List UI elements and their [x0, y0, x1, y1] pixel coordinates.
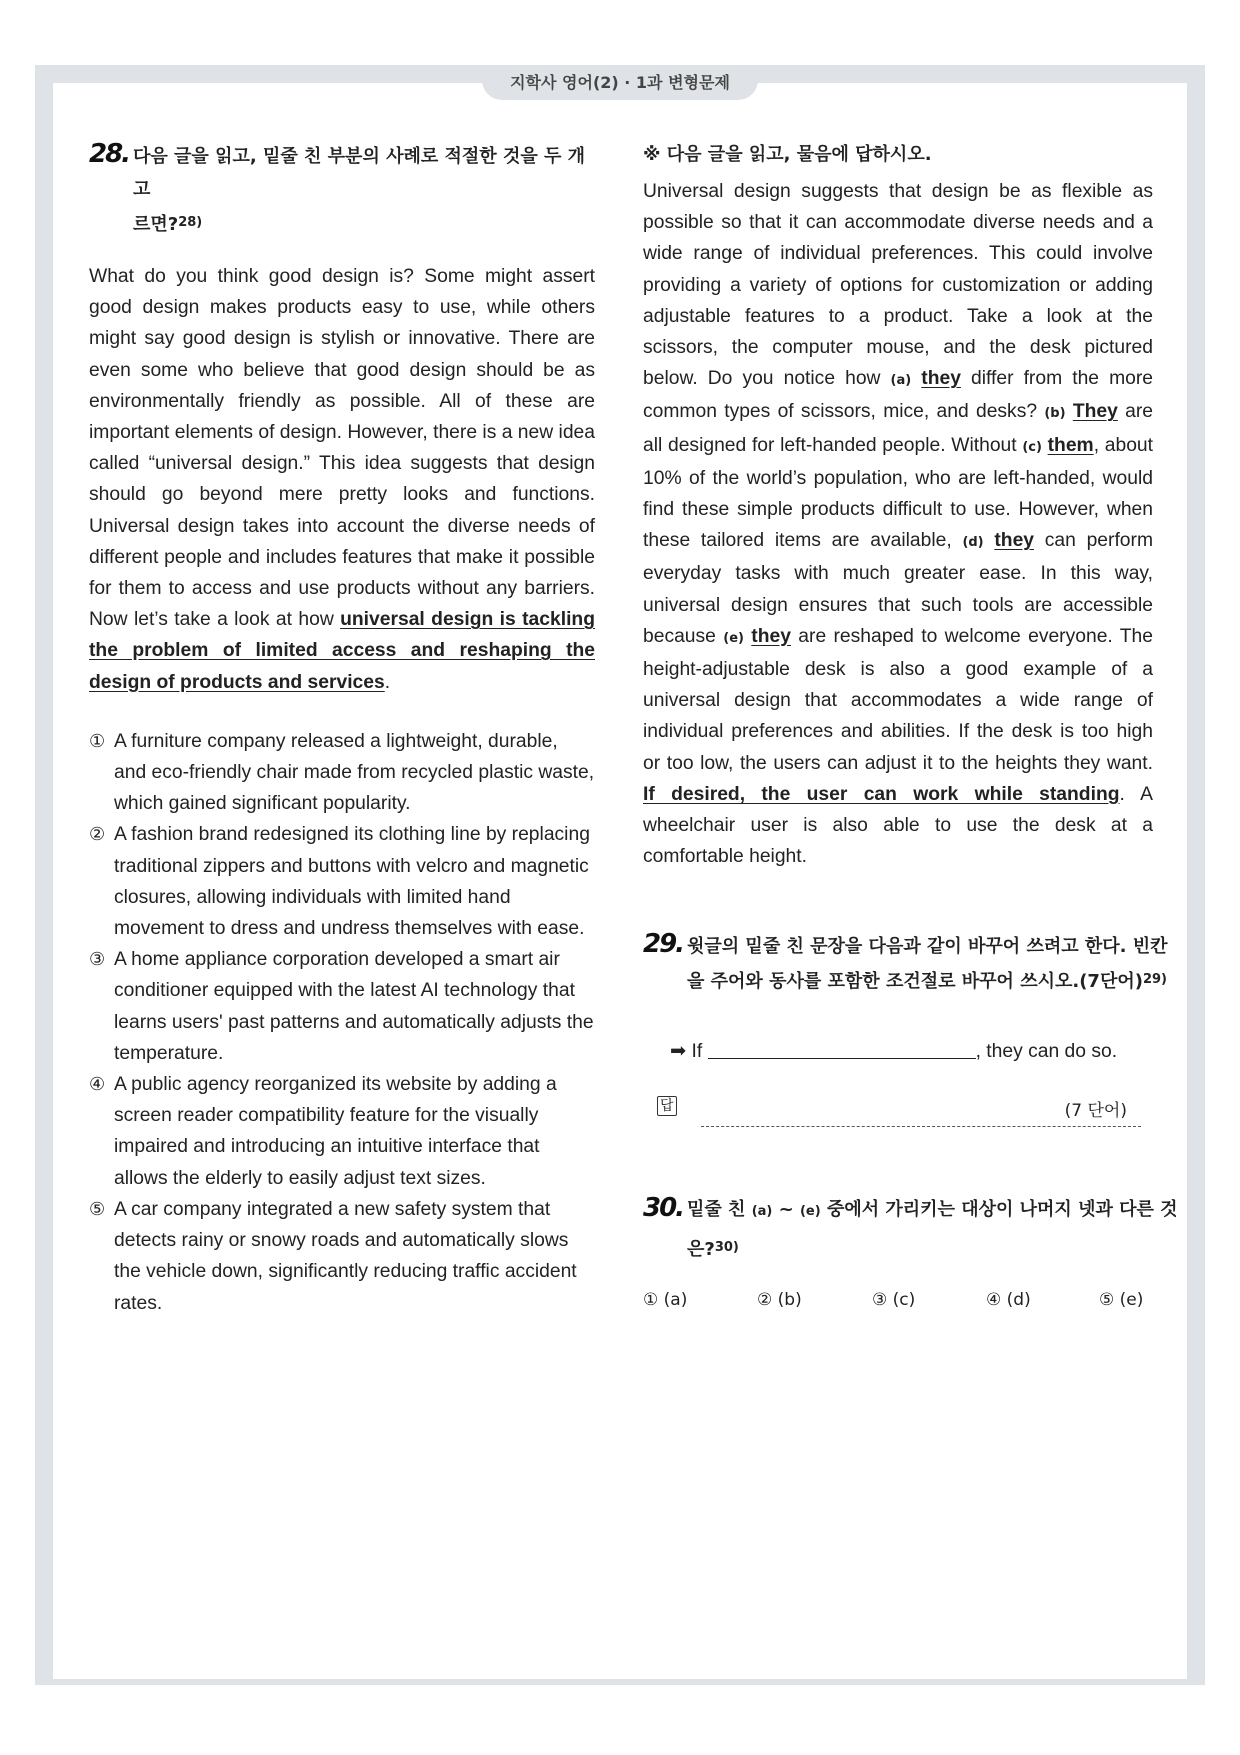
question-number: 29. — [643, 929, 684, 959]
answer-label: 답 — [657, 1096, 677, 1116]
underlined-they-b: They — [1072, 401, 1118, 423]
question-29-sentence: ➡ If , they can do so. — [670, 1038, 1130, 1063]
label-d: (d) — [962, 535, 984, 551]
page-header: 지학사 영어(2) · 1과 변형문제 — [482, 66, 758, 100]
option-3[interactable]: ③ (c) — [872, 1290, 916, 1310]
choice-2[interactable]: ② A fashion brand redesigned its clothing line by replacing traditional zippers and buttons with velcro and magnetic closures, allowing individuals with limited hand movement to dress and undress themselves with ease. — [89, 824, 590, 940]
label-b: (b) — [1044, 406, 1066, 422]
option-2[interactable]: ② (b) — [757, 1290, 802, 1310]
underlined-they-a: they — [921, 368, 961, 390]
option-4[interactable]: ④ (d) — [986, 1290, 1031, 1310]
choice-1[interactable]: ① A furniture company released a lightweight, durable, and eco-friendly chair made from recycled plastic waste, which gained significant popularity. — [89, 730, 595, 815]
underlined-they-e: they — [751, 625, 791, 647]
word-count: (7 단어) — [1064, 1101, 1127, 1121]
question-30-prompt: 30. 밑줄 친 (a) ~ (e) 중에서 가리키는 대상이 나머지 넷과 다른 것 은?$^{30)}$ — [643, 1192, 1197, 1268]
question-28-prompt: 28. 다음 글을 읽고, 밑줄 친 부분의 사례로 적절한 것을 두 개 고 르면?$^{28)}$ — [89, 139, 586, 235]
underlined-sentence: If desired, the user can work while standing — [643, 783, 1120, 805]
underlined-phrase: universal design is tackling the problem of limited access and reshaping the design of products and services — [89, 609, 595, 693]
underlined-they-d: they — [994, 530, 1035, 552]
answer-blank[interactable] — [708, 1038, 976, 1059]
choice-4[interactable]: ④ A public agency reorganized its website by adding a screen reader compatibility feature for the visually impaired and introducing an intuitive interface that allows the elderly to easily adjust text sizes. — [89, 1074, 557, 1189]
label-a: (a) — [890, 373, 912, 389]
reading-intro: ※ 다음 글을 읽고, 물음에 답하시오. — [643, 144, 932, 165]
question-number: 28. — [89, 139, 130, 169]
choice-5[interactable]: ⑤ A car company integrated a new safety system that detects rainy or snowy roads and automatically slows the vehicle down, significantly reducing traffic accident rates. — [89, 1198, 577, 1314]
question-28-choices — [89, 726, 595, 1319]
question-28-passage: What do you think good design is? Some might assert good design makes products easy to use, while others might say good design is stylish or innovative. There are even some who believe that good design should be as environmentally friendly as possible. All of these are important elements of design. However, there is a new idea called “universal design.” This idea suggests that design should go beyond mere pretty looks and functions. Universal design takes into account the diverse needs of different people and includes features that make it possible for them to access and use products without any barriers. Now let’s take a look at how universal design is tackling the problem of limited access and reshaping the design of products and services. — [89, 266, 595, 693]
option-1[interactable]: ① (a) — [643, 1290, 688, 1310]
label-e: (e) — [723, 630, 744, 646]
reading-passage: Universal design suggests that design be as flexible as possible so that it can accommodate diverse needs and a wide range of individual preferences. This could involve providing a variety of options for customization or adding adjustable features to a product. Take a look at the scissors, the computer mouse, and the desk pictured below. Do you notice how (a) they differ from the more common types of scissors, mice, and desks? (b) They are all designed for left-handed people. Without (c) them, about 10% of the world’s population, who are left-handed, would find these simple products difficult to use. However, when these tailored items are available, (d) they can perform everyday tasks with much greater ease. In this way, universal design ensures that such tools are accessible because (e) they are reshaped to welcome everyone. The height-adjustable desk is also a good example of a universal design that accommodates a wide range of individual preferences and abilities. If the desk is too high or too low, the users can adjust it to the heights they want. If desired, the user can work while standing. A wheelchair user is also able to use the desk at a comfortable height. — [643, 181, 1154, 868]
question-30-options — [643, 1290, 1153, 1320]
arrow-icon: ➡ — [670, 1041, 687, 1062]
question-29-prompt: 29. 윗글의 밑줄 친 문장을 다음과 같이 바꾸어 쓰려고 한다. 빈칸 을 주어와 동사를 포함한 조건절로 바꾸어 쓰시오.(7단어)$^{29)}$ — [643, 929, 1168, 992]
option-5[interactable]: ⑤ (e) — [1099, 1290, 1144, 1310]
label-c: (c) — [1022, 439, 1042, 455]
question-28 — [89, 140, 595, 1319]
choice-3[interactable]: ③ A home appliance corporation developed a smart air conditioner equipped with the latest AI technology that learns users' past patterns and automatically adjusts the temperature. — [89, 949, 594, 1064]
answer-row — [657, 1096, 1137, 1126]
underlined-them-c: them — [1047, 434, 1094, 456]
question-number: 30. — [643, 1193, 684, 1223]
answer-dashed-line[interactable] — [701, 1126, 1141, 1127]
